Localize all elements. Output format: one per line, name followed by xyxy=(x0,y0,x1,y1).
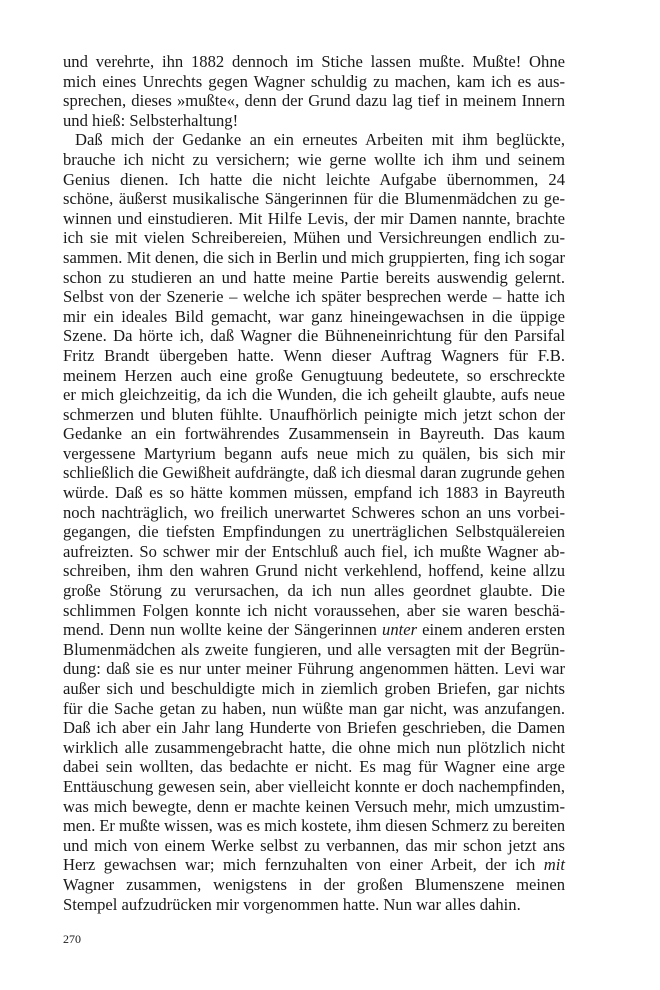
text-line: außer sich und beschuldigte mich in ziemlich groben Briefen, gar nichts xyxy=(63,679,565,698)
text-line: schließlich die Gewißheit aufdrängte, daß ich diesmal daran zugrunde gehen xyxy=(63,463,565,483)
text-line: meinem Herzen auch eine große Genugtuung bedeutete, so erschreckte xyxy=(63,365,565,385)
text-line: Gedanke an ein fortwährendes Zusammensein in Bayreuth. Das kaum xyxy=(63,424,565,444)
text-line xyxy=(63,855,565,875)
text-segment: mend. Denn nun wollte keine der Sängerinnen xyxy=(63,620,383,640)
emphasized-word: mit xyxy=(543,855,565,875)
text-line: brauche ich nicht zu versichern; wie gerne wollte ich ihm und seinem xyxy=(63,149,565,169)
text-line: winnen und einstudieren. Mit Hilfe Levis, der mir Damen nannte, brachte xyxy=(63,208,565,228)
text-line: er mich gleichzeitig, da ich die Wunden, die ich geheilt glaubte, aufs neue xyxy=(63,385,565,405)
text-line: dabei sein wollten, das bedachte er nicht. Es mag für Wagner eine arge xyxy=(63,757,565,777)
text-line: und mich von einem Werke selbst zu verbannen, das mir schon jetzt ans xyxy=(63,835,565,855)
text-line: und verehrte, ihn 1882 dennoch im Stiche lassen mußte. Mußte! Ohne xyxy=(63,52,565,71)
text-line: aufreizten. So schwer mir der Entschluß auch fiel, ich mußte Wagner ab- xyxy=(63,541,565,561)
text-line: schreiben, ihm den wahren Grund nicht verkehlend, hoffend, keine allzu xyxy=(63,561,565,581)
book-page-text xyxy=(63,52,565,914)
text-line: Selbst von der Szenerie – welche ich später besprechen werde – hatte ich xyxy=(63,287,565,307)
text-segment: einem anderen ersten xyxy=(417,620,565,640)
text-line: große Störung zu verursachen, da ich nun alles geordnet glaubte. Die xyxy=(63,581,565,601)
text-line: für die Sache getan zu haben, nun wüßte man gar nicht, was anzufangen. xyxy=(63,698,565,718)
text-line: schlimmen Folgen konnte ich nicht voraussehen, aber sie waren beschä- xyxy=(63,600,565,620)
text-line: Daß mich der Gedanke an ein erneutes Arbeiten mit ihm beglückte, xyxy=(75,130,565,150)
text-line: men. Er mußte wissen, was es mich kostete, ihm diesen Schmerz zu bereiten xyxy=(63,816,566,836)
emphasized-word: unter xyxy=(382,620,418,640)
text-line: noch nachträglich, wo freilich unerwartet Schweres schon an uns vorbei- xyxy=(63,502,565,522)
text-line: Fritz Brandt übergeben hatte. Wenn dieser Auftrag Wagners für F.B. xyxy=(63,345,565,365)
text-line: sprechen, dieses »mußte«, denn der Grund dazu lag tief in meinem Innern xyxy=(63,91,565,111)
text-line: würde. Daß es so hätte kommen müssen, empfand ich 1883 in Bayreuth xyxy=(63,483,565,503)
text-line: schöne, äußerst musikalische Sängerinnen für die Blumenmädchen zu ge- xyxy=(63,189,565,209)
text-segment: Herz gewachsen war; mich fernzuhalten von einer Arbeit, der ich xyxy=(63,855,544,875)
text-line: Daß ich aber ein Jahr lang Hunderte von Briefen geschrieben, die Damen xyxy=(63,718,565,738)
text-line: schmerzen und bluten fühlte. Unaufhörlich peinigte mich jetzt schon der xyxy=(63,404,565,424)
text-line: dung: daß sie es nur unter meiner Führung angenommen hätten. Levi war xyxy=(63,659,565,679)
page-number: 270 xyxy=(63,932,81,946)
text-line: sammen. Mit denen, die sich in Berlin und mich gruppierten, fing ich sogar xyxy=(63,247,565,267)
text-line xyxy=(63,620,565,640)
text-line: mir ein ideales Bild gemacht, war ganz hineingewachsen in die üppige xyxy=(63,306,565,326)
text-line: wirklich alle zusammengebracht hatte, die ohne mich nun plötzlich nicht xyxy=(63,737,565,757)
text-line: Szene. Da hörte ich, daß Wagner die Bühneneinrichtung für den Parsifal xyxy=(63,326,565,346)
text-line: was mich bewegte, denn er machte keinen Versuch mehr, mich umzustim- xyxy=(63,796,565,816)
text-line: vergessene Martyrium begann aufs neue mich zu quälen, bis sich mir xyxy=(63,443,565,463)
text-line: ich sie mit vielen Schreibereien, Mühen und Versichreungen endlich zu- xyxy=(63,228,565,248)
text-line: und hieß: Selbsterhaltung! xyxy=(63,110,239,130)
text-line: mich eines Unrechts gegen Wagner schuldig zu machen, kam ich es aus- xyxy=(63,71,565,91)
text-line: Wagner zusammen, wenigstens in der großen Blumenszene meinen xyxy=(63,874,565,894)
text-line: gegangen, die tiefsten Empfindungen zu unerträglichen Selbstquälereien xyxy=(63,522,565,542)
text-line: Stempel aufzudrücken mir vorgenommen hatte. Nun war alles dahin. xyxy=(63,894,521,914)
text-line: schon zu studieren an und hatte meine Partie bereits auswendig gelernt. xyxy=(63,267,565,287)
text-line: Genius dienen. Ich hatte die nicht leichte Aufgabe übernommen, 24 xyxy=(63,169,565,189)
text-line: Blumenmädchen als zweite fungieren, und alle versagten mit der Begrün- xyxy=(63,639,565,659)
text-line: Enttäuschung gewesen sein, aber vielleicht konnte er doch nachempfinden, xyxy=(63,776,565,796)
